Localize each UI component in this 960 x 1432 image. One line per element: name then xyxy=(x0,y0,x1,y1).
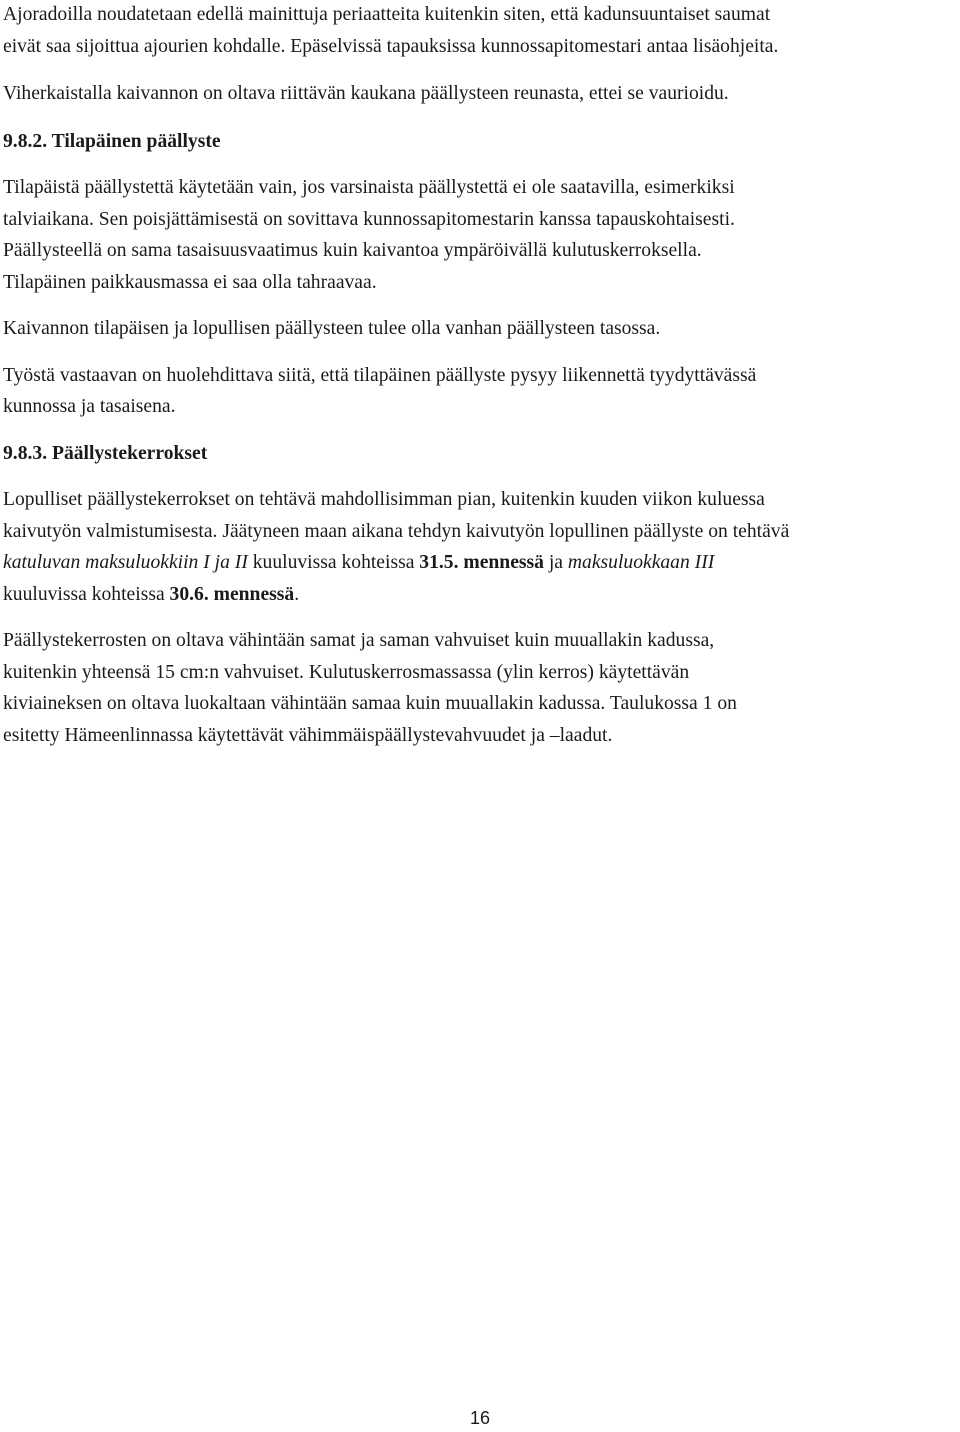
final-paving-line-3-text-a: kuuluvissa kohteissa xyxy=(247,552,420,573)
temporary-paving-line-4: Tilapäinen paikkausmassa ei saa olla tahraavaa. xyxy=(3,271,377,293)
temporary-paving-line-3: Päällysteellä on sama tasaisuusvaatimus kuin kaivantoa ympäröivällä kulutuskerroksella. xyxy=(3,240,702,261)
fee-class-3-text: maksuluokkaan III xyxy=(567,552,715,573)
layer-thickness-line-2: kuitenkin yhteensä 15 cm:n vahvuiset. Kulutuskerrosmassassa (ylin kerros) käytettävän xyxy=(3,661,690,683)
layer-thickness-paragraph xyxy=(3,625,953,751)
final-paving-line-2: kaivutyön valmistumisesta. Jäätyneen maan aikana tehdyn kaivutyön lopullinen päällyste on tehtävä xyxy=(3,520,790,542)
section-heading-9-8-3: 9.8.3. Päällystekerrokset xyxy=(3,442,208,464)
page-number: 16 xyxy=(469,1408,491,1428)
final-paving-line-4-text: kuuluvissa kohteissa xyxy=(3,583,170,605)
fee-class-1-2-text: katuluvan maksuluokkiin I ja II xyxy=(3,552,248,573)
responsibility-paragraph xyxy=(3,360,953,423)
responsibility-line-1: Työstä vastaavan on huolehdittava siitä, että tilapäinen päällyste pysyy liikennettä tyydyttävässä xyxy=(3,364,757,386)
final-paving-paragraph xyxy=(3,484,953,610)
deadline-june-text: 30.6. mennessä xyxy=(169,583,295,605)
intro-paragraph xyxy=(3,0,953,62)
paving-level-paragraph: Kaivannon tilapäisen ja lopullisen päällysteen tulee olla vanhan päällysteen tasossa. xyxy=(3,318,661,339)
temporary-paving-paragraph xyxy=(3,172,953,298)
deadline-may-text: 31.5. mennessä xyxy=(419,552,544,573)
document-page xyxy=(3,0,953,751)
intro-line-2: eivät saa sijoittua ajourien kohdalle. Epäselvissä tapauksissa kunnossapitomestari antaa lisäohjeita. xyxy=(3,35,779,57)
temporary-paving-line-1: Tilapäistä päällystettä käytetään vain, jos varsinaista päällystettä ei ole saatavilla, esimerkiksi xyxy=(3,177,735,198)
responsibility-line-2: kunnossa ja tasaisena. xyxy=(3,396,176,417)
layer-thickness-line-4: esitetty Hämeenlinnassa käytettävät vähimmäispäällystevahvuudet ja –laadut. xyxy=(3,724,613,746)
temporary-paving-line-2: talviaikana. Sen poisjättämisestä on sovittava kunnossapitomestarin kanssa tapauskohtaisesti. xyxy=(3,208,735,230)
layer-thickness-line-1: Päällystekerrosten on oltava vähintään samat ja saman vahvuiset kuin muuallakin kadussa, xyxy=(3,630,715,651)
layer-thickness-line-3: kiviaineksen on oltava luokaltaan vähintään samaa kuin muuallakin kadussa. Taulukossa 1 on xyxy=(3,693,737,714)
intro-line-1: Ajoradoilla noudatetaan edellä mainittuja periaatteita kuitenkin siten, että kadunsuuntaiset saumat xyxy=(3,4,771,25)
final-paving-line-1: Lopulliset päällystekerrokset on tehtävä mahdollisimman pian, kuitenkin kuuden viikon kuluessa xyxy=(3,489,765,510)
green-strip-paragraph: Viherkaistalla kaivannon on oltava riittävän kaukana päällysteen reunasta, ettei se vaurioidu. xyxy=(3,83,729,104)
final-paving-line-4-end: . xyxy=(294,583,300,605)
final-paving-line-3-text-b: ja xyxy=(543,552,568,573)
section-heading-9-8-2: 9.8.2. Tilapäinen päällyste xyxy=(3,130,221,152)
